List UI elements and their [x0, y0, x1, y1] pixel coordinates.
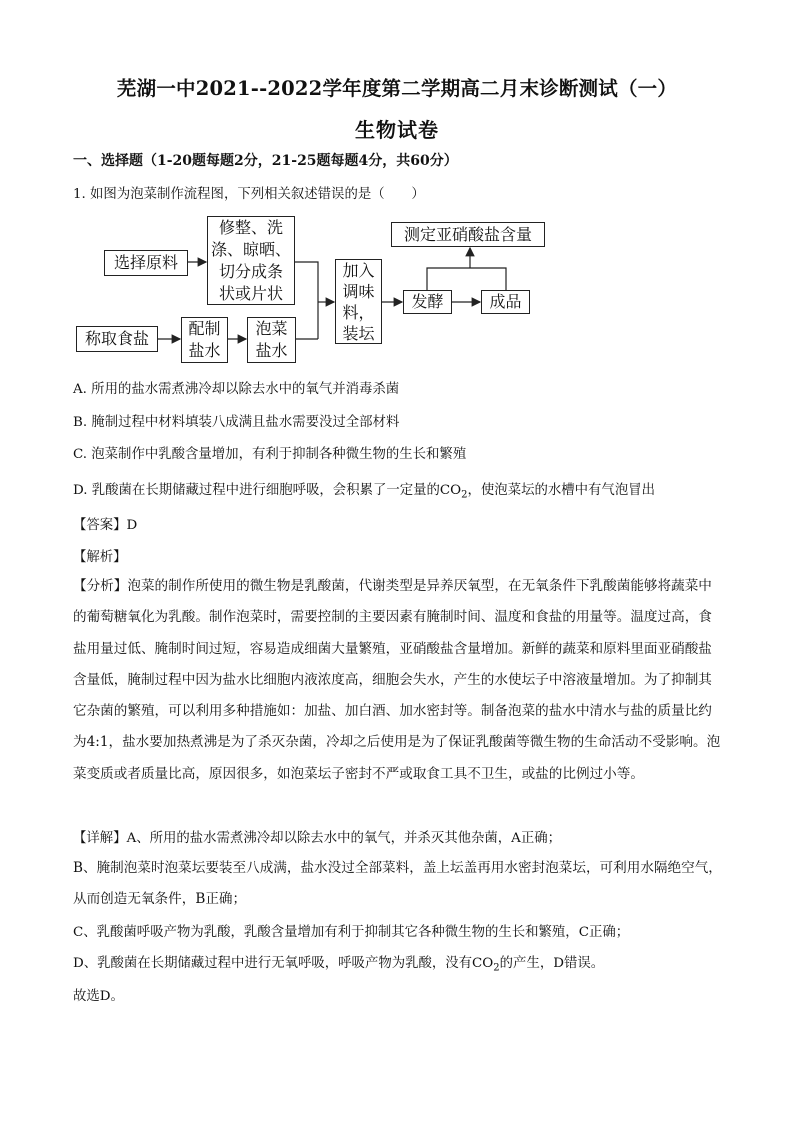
option-d-text: D. 乳酸菌在长期储藏过程中进行细胞呼吸，会积累了一定量的CO [73, 483, 462, 498]
add-seasoning-box [335, 259, 382, 344]
detail-d [73, 952, 604, 974]
product-box: 成品 [481, 290, 530, 314]
analysis-label: 【解析】 [73, 550, 127, 565]
add-line: 调味 [342, 281, 375, 301]
add-line: 加入 [342, 260, 375, 280]
prepare-brine-box [181, 317, 228, 363]
detail-d-text: D、乳酸菌在长期储藏过程中进行无氧呼吸，呼吸产物为乳酸，没有CO [73, 956, 494, 971]
detail-tag: 【详解】 [73, 831, 127, 846]
conclusion: 故选D。 [73, 989, 124, 1004]
brine-line: 泡菜 [255, 319, 288, 338]
analysis-paragraph [73, 571, 723, 790]
option-c: C. 泡菜制作中乳酸含量增加，有利于抑制各种微生物的生长和繁殖 [73, 447, 467, 462]
process-box [207, 216, 295, 305]
answer: 【答案】D [73, 518, 138, 533]
option-d-subscript: 2 [461, 489, 468, 501]
exam-subtitle: 生物试卷 [355, 118, 439, 142]
process-line: 状或片状 [218, 283, 283, 303]
question-stem: 1. 如图为泡菜制作流程图，下列相关叙述错误的是（ ） [73, 187, 425, 202]
add-line: 装坛 [342, 323, 375, 343]
detail-d-subscript: 2 [493, 962, 500, 974]
exam-title: 芜湖一中2021--2022学年度第二学期高二月末诊断测试（一） [116, 77, 678, 100]
add-line: 料， [342, 302, 375, 322]
detail-a [73, 827, 561, 846]
detail-c: C、乳酸菌呼吸产物为乳酸，乳酸含量增加有利于抑制其它各种微生物的生长和繁殖，C正确； [73, 925, 630, 940]
prepare-line: 盐水 [188, 341, 221, 360]
detail-b: B、腌制泡菜时泡菜坛要装至八成满，盐水没过全部菜料，盖上坛盖再用水密封泡菜坛，可利用水隔绝空气，从而创造无氧条件，B正确； [73, 860, 722, 908]
process-line: 涤、晾晒、 [210, 239, 291, 259]
brine-box [247, 317, 296, 363]
select-material-box: 选择原料 [104, 250, 188, 276]
option-d [73, 479, 655, 501]
section-heading: 一、选择题（1-20题每题2分，21-25题每题4分，共60分） [73, 153, 458, 169]
detail-a-text: A、所用的盐水需煮沸冷却以除去水中的氧气，并杀灭其他杂菌，A正确； [126, 831, 562, 846]
analysis-text: 泡菜的制作所使用的微生物是乳酸菌，代谢类型是异养厌氧型，在无氧条件下乳酸菌能够将蔬菜中的葡萄糖氧化为乳酸。制作泡菜时，需要控制的主要因素有腌制时间、温度和食盐的用量等。温度过高，食盐用量过低、腌制时间过短，容易造成细菌大量繁殖，亚硝酸盐含量增加。新鲜的蔬菜和原料里面亚硝酸盐含量低，腌制过程中因为盐水比细胞内液浓度高，细胞会失水，产生的水使坛子中溶液量增加。为了抑制其它杂菌的繁殖，可以利用多种措施如：加盐、加白酒、加水密封等。制备泡菜的盐水中清水与盐的质量比约为4:1，盐水要加热煮沸是为了杀灭杂菌，冷却之后使用是为了保证乳酸菌等微生物的生命活动不受影响。泡菜变质或者质量比高，原因很多，如泡菜坛子密封不严或取食工具不卫生，或盐的比例过小等。 [73, 578, 721, 782]
detail-d-text-end: 的产生，D错误。 [499, 956, 605, 971]
analysis-tag: 【分析】 [73, 578, 128, 594]
process-line: 修整、洗 [218, 217, 283, 237]
process-line: 切分成条 [218, 261, 283, 281]
measure-nitrite-box: 测定亚硝酸盐含量 [391, 222, 545, 247]
weigh-salt-box: 称取食盐 [76, 326, 158, 352]
diagram-arrows [0, 0, 794, 380]
ferment-box: 发酵 [403, 290, 452, 314]
prepare-line: 配制 [188, 319, 221, 338]
option-b: B. 腌制过程中材料填装八成满且盐水需要没过全部材料 [73, 415, 400, 430]
brine-line: 盐水 [255, 341, 288, 360]
option-d-text-end: ，使泡菜坛的水槽中有气泡冒出 [467, 483, 655, 498]
option-a: A. 所用的盐水需煮沸冷却以除去水中的氧气并消毒杀菌 [73, 382, 400, 397]
